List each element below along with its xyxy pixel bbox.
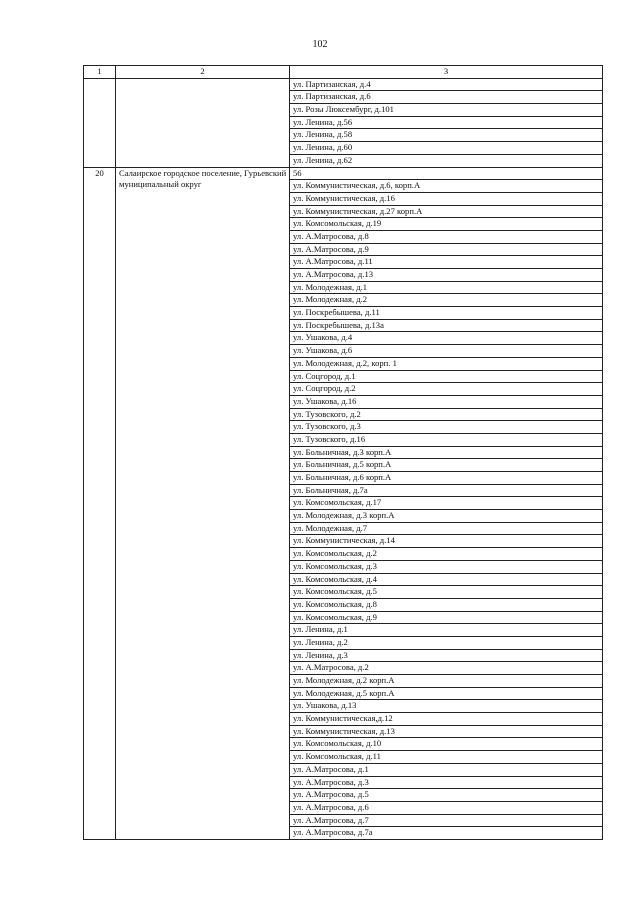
address-cell: ул. Ленина, д.60 xyxy=(290,142,603,155)
address-cell: ул. Ушакова, д.4 xyxy=(290,332,603,345)
address-cell: ул. Комсомольская, д.19 xyxy=(290,218,603,231)
column-header-3: 3 xyxy=(290,66,603,79)
address-cell: ул. Ленина, д.56 xyxy=(290,116,603,129)
address-cell: ул. Молодежная, д.3 корп.А xyxy=(290,510,603,523)
address-cell: ул. А.Матросова, д.5 xyxy=(290,789,603,802)
table-row xyxy=(84,78,603,91)
address-cell: ул. Ленина, д.2 xyxy=(290,636,603,649)
address-cell: ул. Комсомольская, д.3 xyxy=(290,560,603,573)
address-cell: ул. А.Матросова, д.7 xyxy=(290,814,603,827)
address-cell: ул. Коммунистическая, д.16 xyxy=(290,192,603,205)
address-cell: ул. Поскребышева, д.11 xyxy=(290,307,603,320)
address-cell: ул. Тузовского, д.16 xyxy=(290,433,603,446)
address-cell: ул. А.Матросова, д.11 xyxy=(290,256,603,269)
table-row xyxy=(84,167,603,180)
address-cell: ул. А.Матросова, д.2 xyxy=(290,662,603,675)
address-cell: ул. Больничная, д.7а xyxy=(290,484,603,497)
address-cell: ул. Коммунистическая, д.27 корп.А xyxy=(290,205,603,218)
address-cell: ул. Молодежная, д.7 xyxy=(290,522,603,535)
address-cell: ул. Коммунистическая,д.12 xyxy=(290,713,603,726)
address-cell: ул. Розы Люксембург, д.101 xyxy=(290,104,603,117)
address-cell: ул. Тузовского, д.2 xyxy=(290,408,603,421)
address-cell: ул. Комсомольская, д.8 xyxy=(290,598,603,611)
address-cell: ул. Молодежная, д.1 xyxy=(290,281,603,294)
address-cell: ул. Молодежная, д.2 корп.А xyxy=(290,675,603,688)
address-cell: ул. Больничная, д.6 корп.А xyxy=(290,472,603,485)
entry-name: Салаирское городское поселение, Гурьевский муниципальный округ xyxy=(116,167,290,839)
address-cell: ул. Ушакова, д.13 xyxy=(290,700,603,713)
address-cell: ул. Комсомольская, д.4 xyxy=(290,573,603,586)
address-cell: ул. Соцгород, д.2 xyxy=(290,383,603,396)
address-cell: ул. Ушакова, д.16 xyxy=(290,395,603,408)
address-cell: ул. Молодежная, д.2, корп. 1 xyxy=(290,357,603,370)
address-cell: ул. Поскребышева, д.13а xyxy=(290,319,603,332)
address-cell: ул. Молодежная, д.2 xyxy=(290,294,603,307)
address-cell: ул. Комсомольская, д.5 xyxy=(290,586,603,599)
address-cell: ул. Тузовского, д.3 xyxy=(290,421,603,434)
page-number: 102 xyxy=(312,39,328,50)
table-body xyxy=(84,78,603,839)
address-cell: ул. Комсомольская, д.11 xyxy=(290,751,603,764)
address-cell: ул. А.Матросова, д.8 xyxy=(290,230,603,243)
address-cell: ул. Больничная, д.5 корп.А xyxy=(290,459,603,472)
address-cell: ул. Ленина, д.58 xyxy=(290,129,603,142)
address-cell: ул. Комсомольская, д.2 xyxy=(290,548,603,561)
address-cell: 56 xyxy=(290,167,603,180)
address-cell: ул. Ленина, д.1 xyxy=(290,624,603,637)
address-cell: ул. Ленина, д.3 xyxy=(290,649,603,662)
address-cell: ул. Комсомольская, д.10 xyxy=(290,738,603,751)
address-cell: ул. А.Матросова, д.6 xyxy=(290,801,603,814)
address-cell: ул. А.Матросова, д.1 xyxy=(290,763,603,776)
continuation-name-cell xyxy=(116,78,290,167)
address-cell: ул. Партизанская, д.4 xyxy=(290,78,603,91)
address-cell: ул. Комсомольская, д.17 xyxy=(290,497,603,510)
address-table xyxy=(83,65,603,840)
address-cell: ул. А.Матросова, д.9 xyxy=(290,243,603,256)
address-cell: ул. Ушакова, д.6 xyxy=(290,345,603,358)
column-header-1: 1 xyxy=(84,66,116,79)
address-cell: ул. Комсомольская, д.9 xyxy=(290,611,603,624)
address-cell: ул. Соцгород, д.1 xyxy=(290,370,603,383)
address-cell: ул. Коммунистическая, д.6, корп.А xyxy=(290,180,603,193)
entry-number: 20 xyxy=(84,167,116,839)
address-cell: ул. Ленина, д.62 xyxy=(290,154,603,167)
address-cell: ул. Больничная, д.3 корп.А xyxy=(290,446,603,459)
address-cell: ул. Молодежная, д.5 корп.А xyxy=(290,687,603,700)
address-cell: ул. А.Матросова, д.7а xyxy=(290,827,603,840)
address-cell: ул. А.Матросова, д.13 xyxy=(290,269,603,282)
address-cell: ул. Коммунистическая, д.13 xyxy=(290,725,603,738)
continuation-number-cell xyxy=(84,78,116,167)
address-cell: ул. Коммунистическая, д.14 xyxy=(290,535,603,548)
column-header-2: 2 xyxy=(116,66,290,79)
table-header-row xyxy=(84,66,603,79)
address-cell: ул. А.Матросова, д.3 xyxy=(290,776,603,789)
address-cell: ул. Партизанская, д.6 xyxy=(290,91,603,104)
